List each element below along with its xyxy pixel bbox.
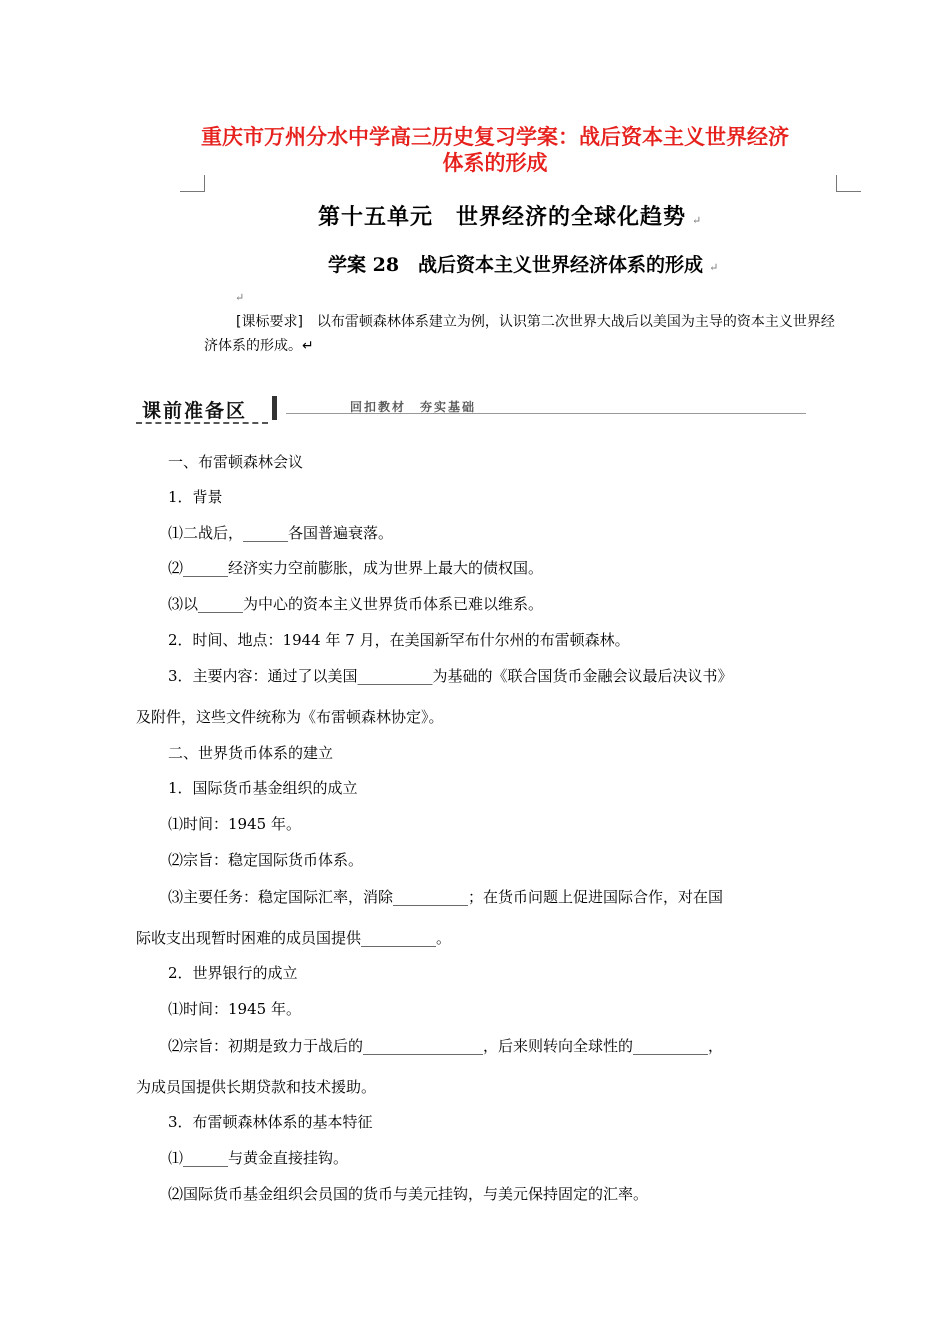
list-item: 3．主要内容：通过了以美国__________为基础的《联合国货币金融会议最后决议书》 [168,667,733,685]
section-header [136,394,808,426]
heading-world-monetary-system: 二、世界货币体系的建立 [168,744,334,762]
subheading-background: 1．背景 [168,488,223,506]
list-item: ⑴时间：1945 年。 [168,1000,301,1018]
list-item: ⑵______经济实力空前膨胀，成为世界上最大的债权国。 [168,559,544,577]
document-title-line-1: 重庆市万州分水中学高三历史复习学案：战后资本主义世界经济 [201,124,789,149]
list-item: 2．时间、地点：1944 年 7 月，在美国新罕布什尔州的布雷顿森林。 [168,631,630,649]
list-item: ⑵宗旨：初期是致力于战后的________________，后来则转向全球性的__________， [168,1037,724,1055]
page-corner-mark-left [180,175,205,192]
section-subtitle: 回扣教材 夯实基础 [350,400,477,414]
section-label: 课前准备区 [142,400,248,422]
list-item: ⑶主要任务：稳定国际汇率，消除__________；在货币问题上促进国际合作，对在国 [168,888,724,906]
unit-title-text: 第十五单元 世界经济的全球化趋势 [318,204,687,230]
case-title-text: 学案 28 战后资本主义世界经济体系的形成 [328,254,704,276]
paragraph-mark-icon: ↵ [235,291,245,304]
list-item: ⑴______与黄金直接挂钩。 [168,1149,349,1167]
case-title [328,250,718,277]
paragraph-mark-icon: ↵ [692,214,703,227]
page-corner-mark-right [836,175,861,192]
paragraph-mark-icon: ↵ [709,261,719,274]
unit-title [318,200,702,231]
section-divider-bar [272,396,277,420]
list-item-continuation: 际收支出现暂时困难的成员国提供__________。 [136,929,452,947]
list-item: ⑴时间：1945 年。 [168,815,301,833]
list-item: ⑴二战后，______各国普遍衰落。 [168,524,394,542]
list-item-continuation: 为成员国提供长期贷款和技术援助。 [136,1078,377,1096]
list-item: ⑶以______为中心的资本主义世界货币体系已难以维系。 [168,595,544,613]
list-item: ⑵宗旨：稳定国际货币体系。 [168,851,364,869]
heading-bretton-woods-conference: 一、布雷顿森林会议 [168,453,304,471]
list-item: ⑵国际货币基金组织会员国的货币与美元挂钩，与美元保持固定的汇率。 [168,1185,649,1203]
curriculum-standard: [课标要求] 以布雷顿森林体系建立为例，认识第二次世界大战后以美国为主导的资本主义世界经济体系的形成。↵ [204,314,835,354]
subheading-basic-features: 3．布雷顿森林体系的基本特征 [168,1113,373,1131]
list-item-continuation: 及附件，这些文件统称为《布雷顿森林协定》。 [136,708,444,726]
subheading-world-bank: 2．世界银行的成立 [168,964,298,982]
section-label-underline [136,422,268,424]
subheading-imf: 1．国际货币基金组织的成立 [168,779,358,797]
document-title-line-2: 体系的形成 [442,150,548,175]
